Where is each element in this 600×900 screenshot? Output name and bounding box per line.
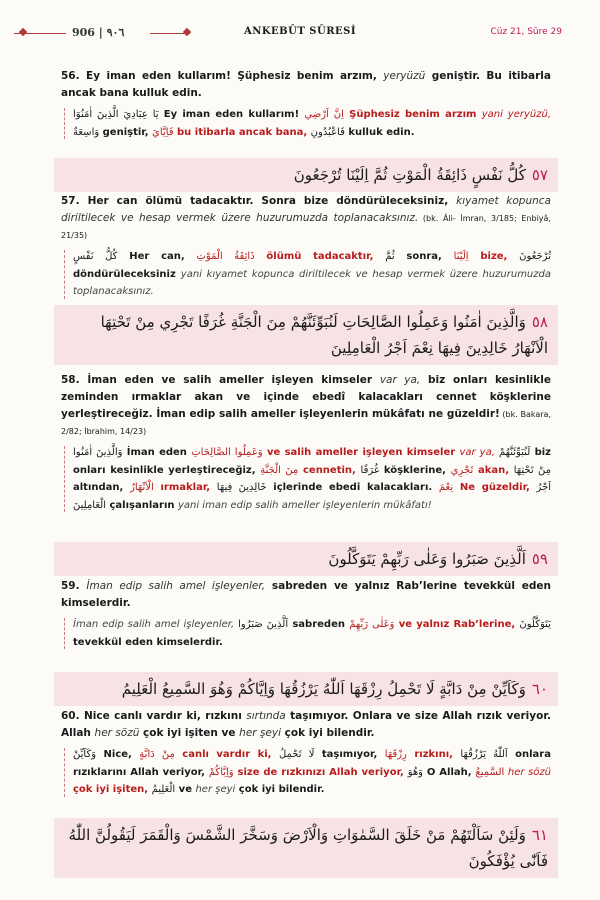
verse-57-word-by-word: كُلُّ نَفْسٍ Her can, ذَائِقَةُ الْمَوْتِ ölümü tadacaktır, ثُمَّ sonra, اِلَيْنَا bize, تُرْجَعُونَ döndürüleceksiniz yani kıyamet kopunca diriltilecek ve hesap vermek üzere huzurumuzda toplanacaksınız.: [61, 248, 551, 301]
verse-59-section: [61, 578, 551, 651]
verse-58-word-by-word: وَالَّذِينَ اٰمَنُوا İman eden وَعَمِلُوا الصَّالِحَاتِ ve salih ameller işleyen kimseler var ya, لَنُبَوِّئَنَّهُمْ biz onları kesinlikle yerleştireceğiz, مِنَ الْجَنَّةِ cennetin, غُرَفًا köşklerine, تَجْرِي akan, مِنْ تَحْتِهَا altından, الْاَنْهَارُ ırmaklar, خَالِدِينَ فِيهَا içlerinde ebedi kalacakları. نِعْمَ Ne güzeldir, اَجْرُ الْعَامِلِينَ çalışanların yani iman edip salih ameller işleyenlerin mükâfatı!: [61, 444, 551, 514]
verse-58-arabic: ٥٨وَالَّذِينَ اٰمَنُوا وَعَمِلُوا الصَّالِحَاتِ لَنُبَوِّئَنَّهُمْ مِنَ الْجَنَّةِ غُرَفًا تَجْرِي مِنْ تَحْتِهَا الْاَنْهَارُ خَالِدِينَ فِيهَا نِعْمَ اَجْرُ الْعَامِلِينَ: [54, 305, 558, 365]
juz-info: Cüz 21, Sûre 29: [490, 27, 562, 37]
verse-59-arabic: ٥٩اَلَّذِينَ صَبَرُوا وَعَلٰى رَبِّهِمْ يَتَوَكَّلُونَ: [54, 542, 558, 576]
verse-57-section: [61, 193, 551, 301]
verse-56-section: [61, 68, 551, 141]
verse-60-word-by-word: وَكَاَيِّنْ Nice, مِنْ دَابَّةٍ canlı vardır ki, لَا تَحْمِلُ taşımıyor, رِزْقَهَا rızkını, اَللّٰهُ يَرْزُقُهَا onlara rızıklarını Allah veriyor, وَاِيَّاكُمْ size de rızkınızı Allah veriyor, وَهُوَ O Allah, السَّمِيعُ her sözü çok iyi işiten, الْعَلِيمُ ve her şeyi çok iyi bilendir.: [61, 746, 551, 799]
verse-60-arabic: ٦٠وَكَاَيِّنْ مِنْ دَابَّةٍ لَا تَحْمِلُ رِزْقَهَا اَللّٰهُ يَرْزُقُهَا وَاِيَّاكُمْ وَهُوَ السَّمِيعُ الْعَلِيمُ: [54, 672, 558, 706]
verse-58-translation: 58. İman eden ve salih ameller işleyen kimseler var ya, biz onları kesinlikle zeminden ırmaklar akan ve içinde ebedî kalacakları cennet köşklerine yerleştireceğiz. İman edip salih ameller işleyenlerin mükâfatı ne güzeldir! (bk. Bakara, 2/82; İbrahim, 14/23): [61, 374, 551, 436]
verse-59-word-by-word: İman edip salih amel işleyenler, اَلَّذِينَ صَبَرُوا sabreden وَعَلٰى رَبِّهِمْ ve yalnız Rab’lerine, يَتَوَكَّلُونَ tevekkül eden kimselerdir.: [61, 616, 551, 651]
verse-58-section: [61, 372, 551, 514]
verse-57-arabic: ٥٧كُلُّ نَفْسٍ ذَائِقَةُ الْمَوْتِ ثُمَّ اِلَيْنَا تُرْجَعُونَ: [54, 158, 558, 192]
page-number: 906 | ٩٠٦: [72, 26, 125, 39]
surah-title: ANKEBÛT SÛRESİ: [243, 26, 357, 37]
verse-56-translation: 56. Ey iman eden kullarım! Şüphesiz benim arzım, yeryüzü geniştir. Bu itibarla ancak bana kulluk edin.: [61, 70, 551, 99]
verse-60-translation: 60. Nice canlı vardır ki, rızkını sırtında taşımıyor. Onlara ve size Allah rızık veriyor. Allah her sözü çok iyi işiten ve her şeyi çok iyi bilendir.: [61, 710, 551, 739]
verse-61-arabic: ٦١وَلَئِنْ سَاَلْتَهُمْ مَنْ خَلَقَ السَّمٰوَاتِ وَالْاَرْضَ وَسَخَّرَ الشَّمْسَ وَالْقَمَرَ لَيَقُولُنَّ اللّٰهُ فَاَنّٰى يُؤْفَكُونَ: [54, 818, 558, 878]
verse-57-translation: 57. Her can ölümü tadacaktır. Sonra bize döndürüleceksiniz, kıyamet kopunca diriltilecek ve hesap vermek üzere huzurumuzda toplanacaksınız. (bk. Âli- İmran, 3/185; Enbiyâ, 21/35): [61, 195, 551, 240]
page-header: [0, 0, 600, 50]
verse-56-word-by-word: يَا عِبَادِيَ الَّذِينَ اٰمَنُوٓا Ey iman eden kullarım! اِنَّ اَرْضِي Şüphesiz benim arzım yani yeryüzü, وَاسِعَةٌ geniştir, فَاِيَّايَ bu itibarla ancak bana, فَاعْبُدُونِ kulluk edin.: [61, 106, 551, 141]
verse-59-translation: 59. İman edip salih amel işleyenler, sabreden ve yalnız Rab’lerine tevekkül eden kimselerdir.: [61, 580, 552, 609]
verse-60-section: [61, 708, 551, 799]
